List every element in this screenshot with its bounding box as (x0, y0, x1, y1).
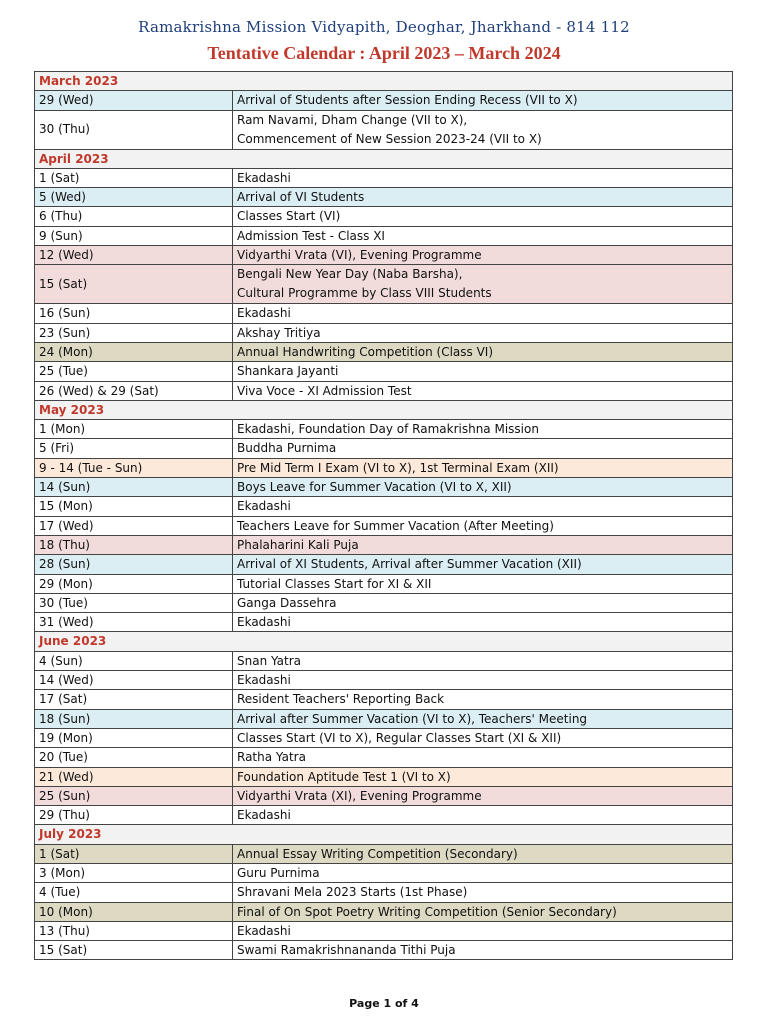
month-header-row (35, 149, 733, 168)
calendar-row (35, 593, 733, 612)
calendar-row (35, 381, 733, 400)
date-cell: 28 (Sun) (35, 555, 233, 574)
date-cell: 5 (Wed) (35, 188, 233, 207)
event-cell: Akshay Tritiya (233, 323, 733, 342)
calendar-row (35, 246, 733, 265)
month-label: July 2023 (35, 825, 733, 844)
date-cell: 29 (Mon) (35, 574, 233, 593)
event-cell: Viva Voce - XI Admission Test (233, 381, 733, 400)
calendar-row (35, 671, 733, 690)
date-cell: 14 (Wed) (35, 671, 233, 690)
calendar-row (35, 748, 733, 767)
date-cell: 20 (Tue) (35, 748, 233, 767)
date-cell: 21 (Wed) (35, 767, 233, 786)
calendar-row (35, 651, 733, 670)
date-cell: 4 (Tue) (35, 883, 233, 902)
institution-heading: Ramakrishna Mission Vidyapith, Deoghar, Jharkhand - 814 112 (138, 18, 630, 36)
event-cell: Ekadashi (233, 613, 733, 632)
date-cell: 3 (Mon) (35, 863, 233, 882)
calendar-row (35, 709, 733, 728)
calendar-row (35, 921, 733, 940)
event-cell: Classes Start (VI) (233, 207, 733, 226)
calendar-row (35, 420, 733, 439)
event-cell: Ekadashi (233, 304, 733, 323)
calendar-row (35, 342, 733, 361)
event-line: Bengali New Year Day (Naba Barsha), (237, 267, 463, 282)
calendar-row (35, 883, 733, 902)
calendar-row (35, 690, 733, 709)
event-cell: Annual Essay Writing Competition (Secondary) (233, 844, 733, 863)
calendar-row (35, 323, 733, 342)
event-cell: Shankara Jayanti (233, 362, 733, 381)
date-cell: 26 (Wed) & 29 (Sat) (35, 381, 233, 400)
calendar-row (35, 91, 733, 110)
calendar-row (35, 458, 733, 477)
date-cell: 17 (Wed) (35, 516, 233, 535)
event-cell: Arrival of VI Students (233, 188, 733, 207)
date-cell: 29 (Wed) (35, 91, 233, 110)
month-label: May 2023 (35, 400, 733, 419)
calendar-row (35, 168, 733, 187)
calendar-row (35, 226, 733, 245)
calendar-row (35, 304, 733, 323)
calendar-row (35, 767, 733, 786)
date-cell: 10 (Mon) (35, 902, 233, 921)
event-cell: Ekadashi, Foundation Day of Ramakrishna Mission (233, 420, 733, 439)
date-cell: 19 (Mon) (35, 728, 233, 747)
calendar-row (35, 555, 733, 574)
calendar-row (35, 188, 733, 207)
event-cell: Snan Yatra (233, 651, 733, 670)
calendar-row (35, 110, 733, 149)
date-cell: 23 (Sun) (35, 323, 233, 342)
calendar-title: Tentative Calendar : April 2023 – March 2024 (207, 43, 561, 63)
date-cell: 1 (Mon) (35, 420, 233, 439)
event-cell: Ekadashi (233, 497, 733, 516)
event-cell: Ekadashi (233, 671, 733, 690)
month-header-row (35, 72, 733, 91)
event-cell: Arrival of XI Students, Arrival after Summer Vacation (XII) (233, 555, 733, 574)
date-cell: 9 (Sun) (35, 226, 233, 245)
month-header-row (35, 632, 733, 651)
calendar-row (35, 806, 733, 825)
date-cell: 18 (Sun) (35, 709, 233, 728)
calendar-row (35, 516, 733, 535)
month-header-row (35, 400, 733, 419)
page-number: Page 1 of 4 (349, 997, 419, 1010)
event-cell: Ekadashi (233, 921, 733, 940)
event-line: Ram Navami, Dham Change (VII to X), (237, 112, 468, 127)
event-cell: Ekadashi (233, 168, 733, 187)
event-cell: Pre Mid Term I Exam (VI to X), 1st Terminal Exam (XII) (233, 458, 733, 477)
date-cell: 15 (Sat) (35, 265, 233, 304)
date-cell: 5 (Fri) (35, 439, 233, 458)
event-cell: Ratha Yatra (233, 748, 733, 767)
date-cell: 17 (Sat) (35, 690, 233, 709)
date-cell: 15 (Mon) (35, 497, 233, 516)
event-cell: Guru Purnima (233, 863, 733, 882)
calendar-row (35, 902, 733, 921)
month-label: March 2023 (35, 72, 733, 91)
calendar-table (34, 71, 733, 960)
event-cell: Ganga Dassehra (233, 593, 733, 612)
date-cell: 12 (Wed) (35, 246, 233, 265)
date-cell: 31 (Wed) (35, 613, 233, 632)
date-cell: 25 (Tue) (35, 362, 233, 381)
date-cell: 24 (Mon) (35, 342, 233, 361)
date-cell: 30 (Tue) (35, 593, 233, 612)
event-cell: Phalaharini Kali Puja (233, 535, 733, 554)
month-label: June 2023 (35, 632, 733, 651)
event-cell: Swami Ramakrishnananda Tithi Puja (233, 941, 733, 960)
event-line: Cultural Programme by Class VIII Students (237, 286, 492, 301)
event-cell: Resident Teachers' Reporting Back (233, 690, 733, 709)
event-cell: Shravani Mela 2023 Starts (1st Phase) (233, 883, 733, 902)
event-cell: Buddha Purnima (233, 439, 733, 458)
event-cell: Vidyarthi Vrata (VI), Evening Programme (233, 246, 733, 265)
event-cell: Boys Leave for Summer Vacation (VI to X, XII) (233, 478, 733, 497)
date-cell: 13 (Thu) (35, 921, 233, 940)
date-cell: 1 (Sat) (35, 168, 233, 187)
event-cell: Teachers Leave for Summer Vacation (After Meeting) (233, 516, 733, 535)
event-cell (233, 110, 733, 149)
month-label: April 2023 (35, 149, 733, 168)
calendar-row (35, 613, 733, 632)
calendar-row (35, 439, 733, 458)
event-cell: Foundation Aptitude Test 1 (VI to X) (233, 767, 733, 786)
calendar-row (35, 362, 733, 381)
event-cell: Final of On Spot Poetry Writing Competition (Senior Secondary) (233, 902, 733, 921)
date-cell: 4 (Sun) (35, 651, 233, 670)
event-cell: Admission Test - Class XI (233, 226, 733, 245)
event-cell (233, 265, 733, 304)
event-cell: Arrival of Students after Session Ending Recess (VII to X) (233, 91, 733, 110)
date-cell: 15 (Sat) (35, 941, 233, 960)
calendar-row (35, 574, 733, 593)
event-cell: Vidyarthi Vrata (XI), Evening Programme (233, 786, 733, 805)
calendar-row (35, 786, 733, 805)
calendar-row (35, 265, 733, 304)
date-cell: 16 (Sun) (35, 304, 233, 323)
calendar-row (35, 535, 733, 554)
event-cell: Annual Handwriting Competition (Class VI) (233, 342, 733, 361)
date-cell: 9 - 14 (Tue - Sun) (35, 458, 233, 477)
date-cell: 6 (Thu) (35, 207, 233, 226)
event-cell: Tutorial Classes Start for XI & XII (233, 574, 733, 593)
date-cell: 30 (Thu) (35, 110, 233, 149)
date-cell: 29 (Thu) (35, 806, 233, 825)
event-cell: Arrival after Summer Vacation (VI to X), Teachers' Meeting (233, 709, 733, 728)
event-cell: Classes Start (VI to X), Regular Classes Start (XI & XII) (233, 728, 733, 747)
event-line: Commencement of New Session 2023-24 (VII to X) (237, 131, 542, 146)
calendar-row (35, 728, 733, 747)
calendar-row (35, 497, 733, 516)
month-header-row (35, 825, 733, 844)
date-cell: 25 (Sun) (35, 786, 233, 805)
calendar-row (35, 844, 733, 863)
calendar-row (35, 478, 733, 497)
date-cell: 14 (Sun) (35, 478, 233, 497)
event-cell: Ekadashi (233, 806, 733, 825)
calendar-row (35, 941, 733, 960)
calendar-row (35, 863, 733, 882)
calendar-row (35, 207, 733, 226)
date-cell: 1 (Sat) (35, 844, 233, 863)
date-cell: 18 (Thu) (35, 535, 233, 554)
